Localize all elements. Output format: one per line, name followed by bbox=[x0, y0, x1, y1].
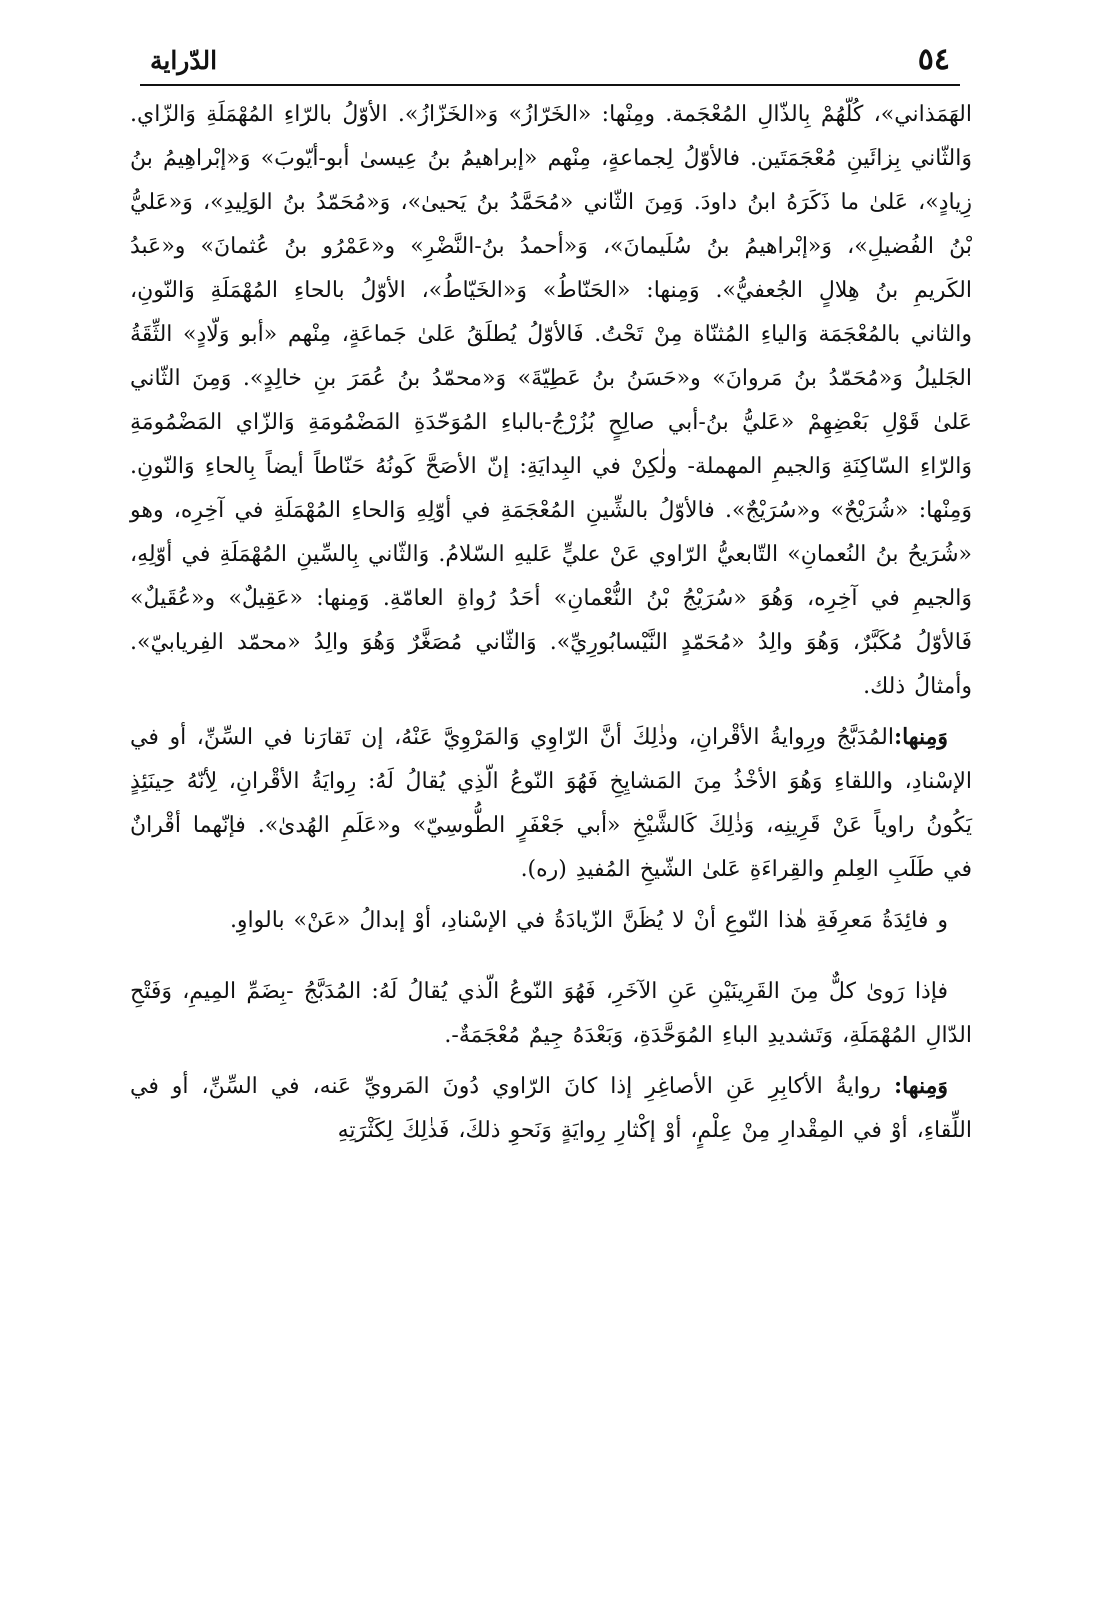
page-header bbox=[140, 40, 960, 86]
page-number: ٥٤ bbox=[917, 42, 950, 77]
paragraph-5-lead: وَمِنها: bbox=[893, 1073, 948, 1099]
paragraph-1 bbox=[130, 92, 972, 709]
paragraph-5-text: روايةُ الأكابِرِ عَنِ الأصاغِرِ إذا كانَ الرّاوي دُونَ المَرويِّ عَنه، في السِّنِّ، أو في اللِّقاءِ، أوْ في المِقْدارِ مِنْ عِلْمٍ، أوْ إكْثارِ رِوايَةٍ وَنَحوِ ذلكَ، فَذٰلِكَ لِكَثْرَتِهِ bbox=[130, 1074, 972, 1143]
header-rule bbox=[140, 84, 960, 86]
paragraph-5 bbox=[130, 1064, 972, 1153]
paragraph-1-text: الهَمَذاني»، كُلّهُمْ بِالذّالِ المُعْجَمة. ومِنْها: «الخَرّازُ» وَ«الخَزّازُ». الأوّلُ بالرّاءِ المُهْمَلَةِ وَالزّاي. وَالثّاني بِزائَينِ مُعْجَمَتَين. فالأوّلُ لِجماعةٍ، مِنْهم «إبراهيمُ بنُ عِيسىٰ أبو-أيّوبَ» وَ«إبْراهِيمُ بنُ زِيادٍ»، عَلىٰ ما ذَكَرَهُ ابنُ داودَ. وَمِنَ الثّاني «مُحَمَّدُ بنُ يَحيىٰ»، وَ«مُحَمّدُ بنُ الوَلِيدِ»، وَ«عَليُّ بْنُ الفُضيلِ»، وَ«إبْراهيمُ بنُ سُلَيمانَ»، وَ«أحمدُ بنُ-النَّضْرِ» و«عَمْرُو بنُ عُثمانَ» و«عَبدُ الكَريمِ بنُ هِلالٍ الجُعفيُّ». وَمِنها: «الحَنّاطُ» وَ«الخَيّاطُ»، الأوّلُ بالحاءِ المُهْمَلَةِ وَالنّونِ، والثاني بالمُعْجَمَة وَالياءِ المُثنّاة مِنْ تَحْتُ. فَالأوّلُ يُطلَقُ عَلىٰ جَماعَةٍ، مِنْهم «أبو وَلّادٍ» الثِّقَةُ الجَليلُ وَ«مُحَمّدُ بنُ مَروانَ» و«حَسَنُ بنُ عَطِيّةَ» وَ«محمّدُ بنُ عُمَرَ بنِ خالِدٍ». وَمِنَ الثّاني عَلىٰ قَوْلِ بَعْضِهِمْ «عَليُّ بنُ-أبي صالِحٍ بُزُرْجُ-بالباءِ المُوَحّدَةِ المَضْمُومَةِ وَالزّاي المَضْمُومَةِ وَالرّاءِ السّاكِنَةِ وَالجيمِ المهملة- ولٰكِنْ في البِدايَةِ: إنّ الأصَحَّ كَونُهُ حَنّاطاً أيضاً بِالحاءِ وَالنّونِ. وَمِنْها: «شُرَيْحٌ» و«سُرَيْجٌ». فالأوّلُ بالشِّينِ المُعْجَمَةِ في أوّلِهِ وَالحاءِ المُهْمَلَةِ في آخِرِه، وهو «شُرَيحُ بنُ النُعمانِ» التّابعيُّ الرّاوي عَنْ عليٍّ عَليهِ السّلامُ. وَالثّاني بِالسِّينِ المُهْمَلَةِ في أوّلِهِ، وَالجيمِ في آخِرِه، وَهُوَ «سُرَيْجُ بْنُ النُّعْمانِ» أحَدُ رُواةِ العامّةِ. وَمِنها: «عَقِيلٌ» و«عُقَيلٌ» فَالأوّلُ مُكَبَّرٌ، وَهُوَ والِدُ «مُحَمّدٍ النَّيْسابُورِيِّ». وَالثّاني مُصَغَّرٌ وَهُوَ والِدُ «محمّد الفِريابيّ». وأمثالُ ذلك. bbox=[130, 102, 972, 699]
body-text bbox=[130, 92, 972, 1159]
paragraph-2-lead: وَمِنها: bbox=[893, 724, 948, 750]
paragraph-2 bbox=[130, 715, 972, 892]
running-title: الدّراية bbox=[150, 46, 218, 75]
paragraph-4-text: فإذا رَوىٰ كلٌّ مِنَ القَرِينَيْنِ عَنِ الآخَرِ، فَهُوَ النّوعُ الّذي يُقالُ لَهُ: المُدَبَّجُ -بِضَمِّ المِيمِ، وَفَتْحِ الدّالِ المُهْمَلَةِ، وَتَشديدِ الباءِ المُوَحَّدَةِ، وَبَعْدَهُ جِيمٌ مُعْجَمَةٌ-. bbox=[130, 979, 972, 1048]
paragraph-4 bbox=[130, 969, 972, 1058]
paragraph-2-text: المُدَبَّجُ ورِوايةُ الأقْرانِ، وذٰلِكَ أنَّ الرّاوِي وَالمَرْوِيَّ عَنْهُ، إن تَقارَنا في السِّنِّ، أو في الإسْنادِ، واللقاءِ وَهُوَ الأخْذُ مِنَ المَشايِخِ فَهُوَ النّوعُ الّذِي يُقالُ لَهُ: رِوايَةُ الأقْرانِ، لِأنّهُ حِينَئِذٍ يَكُونُ راوياً عَنْ قَرِينِه، وَذٰلِكَ كَالشَّيْخِ «أبي جَعْفَرٍ الطُّوسِيّ» و«عَلَمِ الهُدىٰ». فإنّهما أقْرانٌ في طَلَبِ العِلمِ والقِراءَةِ عَلىٰ الشّيخِ المُفيدِ (ره). bbox=[130, 725, 972, 882]
paragraph-3 bbox=[130, 898, 972, 943]
paragraph-3-text: و فائِدَةُ مَعرِفَةِ هٰذا النّوعِ أنْ لا يُظَنَّ الزّيادَةُ في الإسْنادِ، أوْ إبدالُ «عَنْ» بالواوِ. bbox=[229, 908, 948, 933]
